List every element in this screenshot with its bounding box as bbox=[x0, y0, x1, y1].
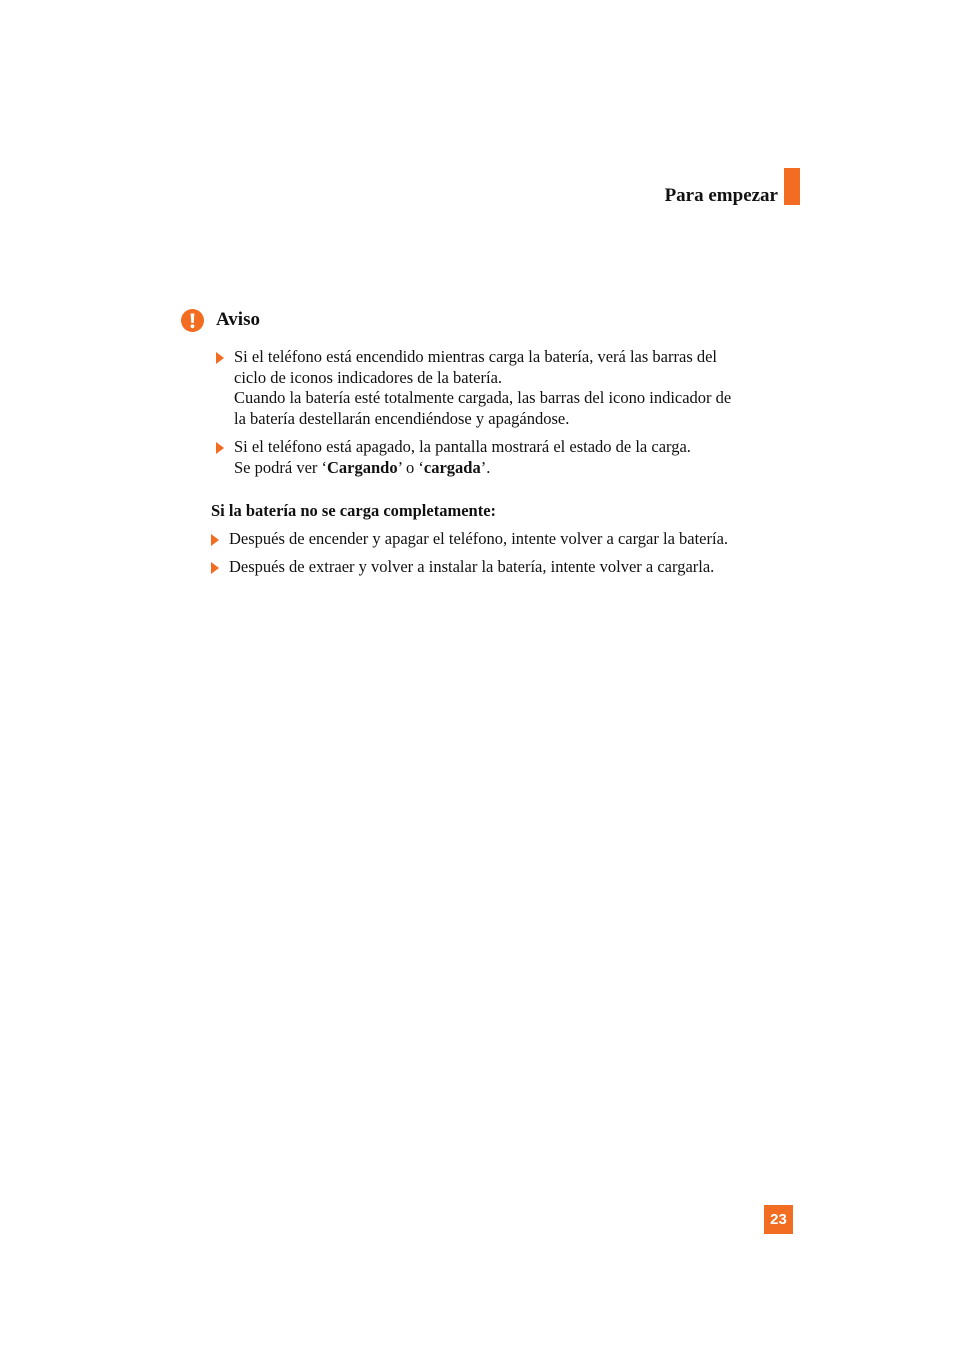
section-tab-marker bbox=[784, 168, 800, 205]
text-span: Se podrá ver ‘ bbox=[234, 457, 328, 477]
notice-item-1-line-2: ciclo de iconos indicadores de la batería. bbox=[234, 367, 503, 387]
bullet-icon bbox=[211, 534, 219, 546]
notice-item-1 bbox=[234, 347, 731, 429]
notice-item-2 bbox=[234, 437, 691, 478]
battery-section-heading: Si la batería no se carga completamente: bbox=[211, 501, 497, 520]
page-number: 23 bbox=[764, 1205, 793, 1234]
text-span: ’ o ‘ bbox=[397, 457, 424, 477]
notice-item-2-line-2 bbox=[234, 458, 691, 479]
bullet-icon bbox=[216, 352, 224, 364]
text-span: ’. bbox=[480, 457, 491, 477]
notice-item-1-line-3: Cuando la batería esté totalmente cargada, las barras del icono indicador de bbox=[234, 388, 732, 407]
charging-label: Cargando bbox=[327, 457, 398, 477]
notice-title: Aviso bbox=[216, 309, 260, 330]
notice-item-2-line-1: Si el teléfono está apagado, la pantalla mostrará el estado de la carga. bbox=[234, 437, 691, 456]
warning-icon bbox=[181, 309, 204, 332]
notice-item-1-line-4: la batería destellarán encendiéndose y apagándose. bbox=[234, 408, 570, 428]
battery-item-2: Después de extraer y volver a instalar la batería, intente volver a cargarla. bbox=[229, 557, 715, 576]
battery-item-1: Después de encender y apagar el teléfono, intente volver a cargar la batería. bbox=[229, 529, 729, 548]
notice-item-1-line-1: Si el teléfono está encendido mientras carga la batería, verá las barras del bbox=[234, 347, 718, 366]
section-title: Para empezar bbox=[664, 185, 778, 206]
bullet-icon bbox=[211, 562, 219, 574]
charged-label: cargada bbox=[423, 457, 481, 477]
bullet-icon bbox=[216, 442, 224, 454]
